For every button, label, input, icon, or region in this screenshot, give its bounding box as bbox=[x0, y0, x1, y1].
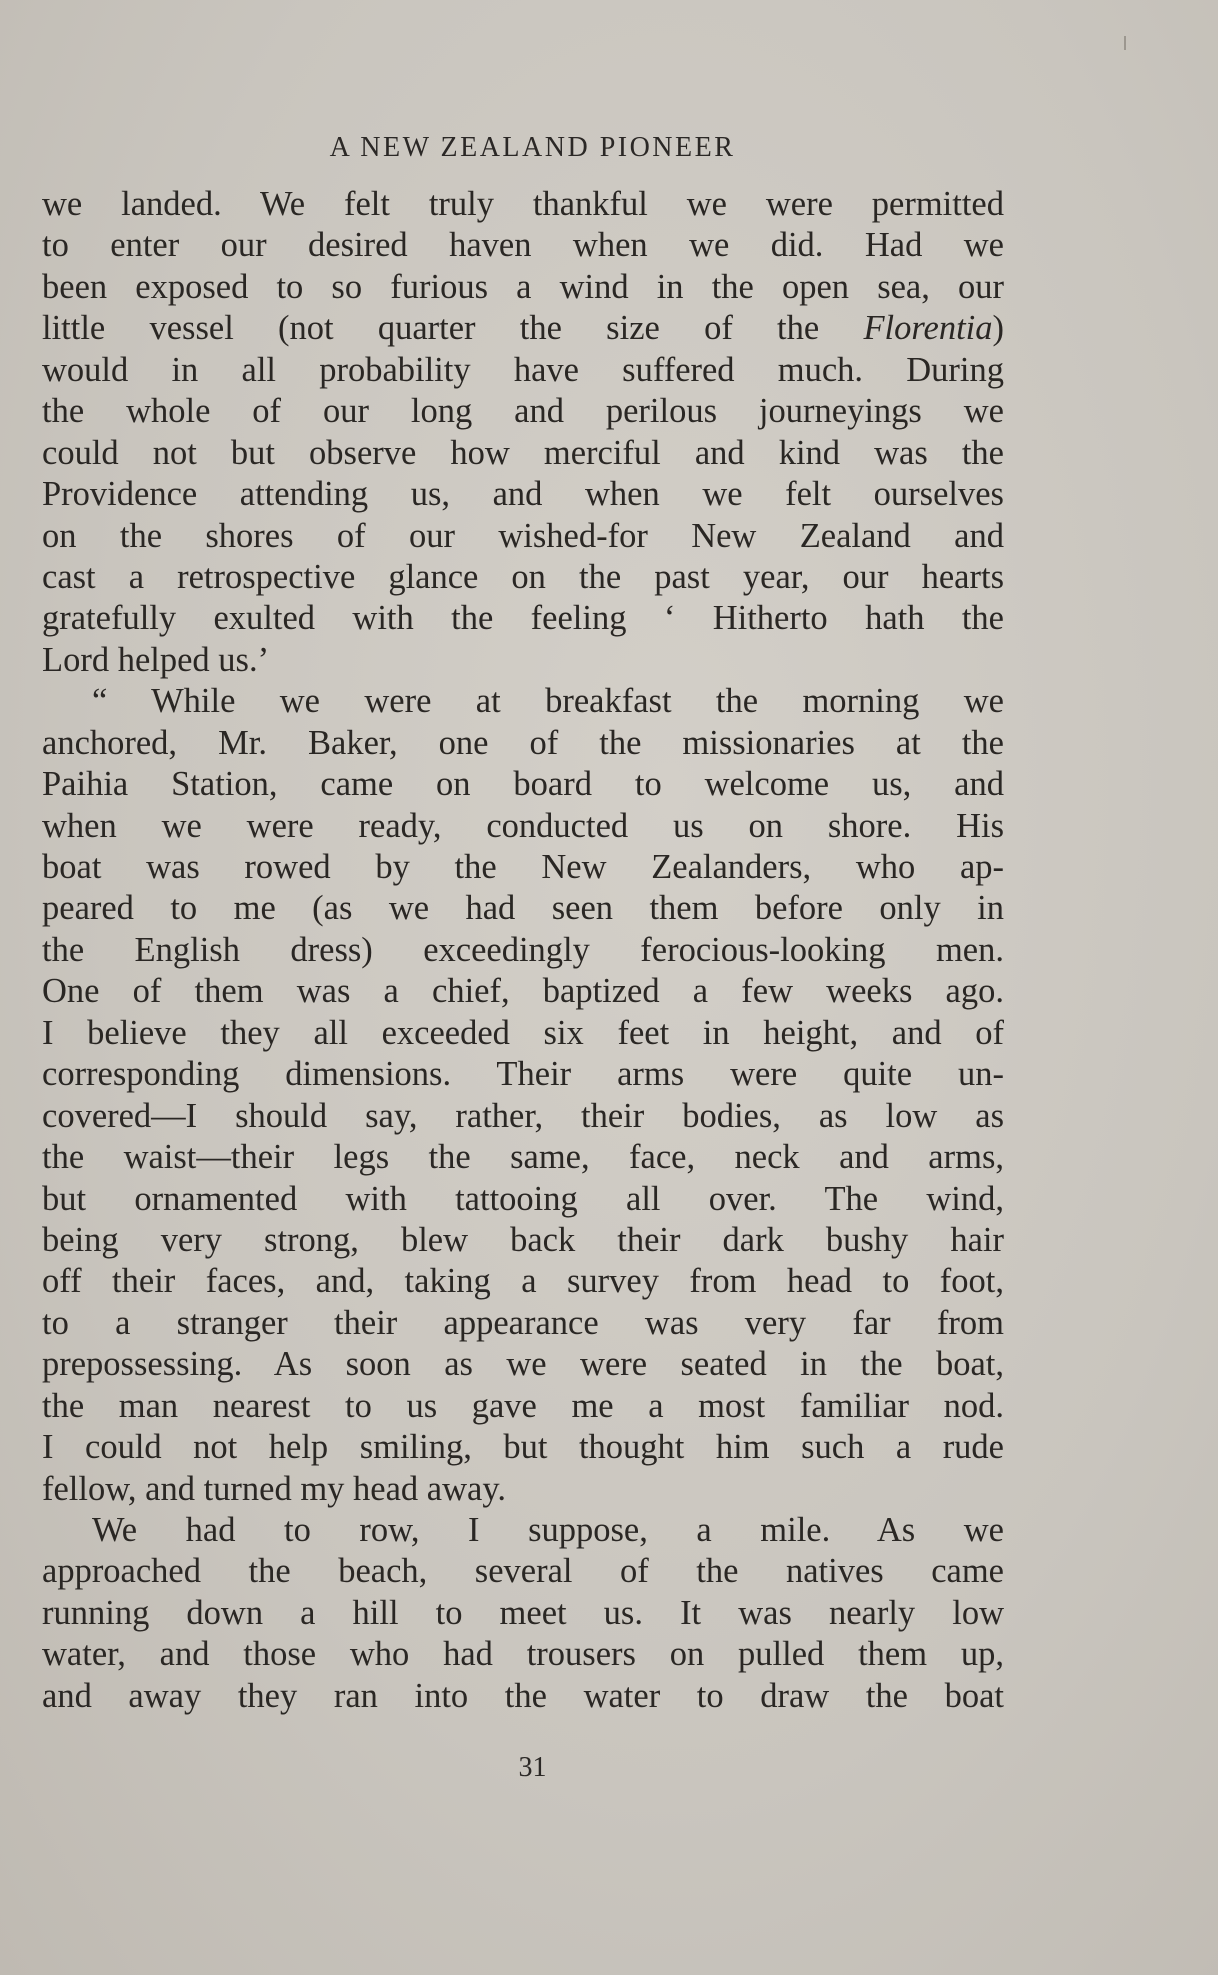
text-line-26: being very strong, blew back their dark bushy hair bbox=[42, 1220, 1004, 1259]
body-text bbox=[42, 184, 1004, 1717]
text-line-5: would in all probability have suffered much. During bbox=[42, 350, 1004, 389]
text-line-15: Paihia Station, came on board to welcome us, and bbox=[42, 765, 1004, 804]
text-line-28: to a stranger their appearance was very far from bbox=[42, 1303, 1004, 1342]
text-line-36: water, and those who had trousers on pulled them up, bbox=[42, 1635, 1004, 1674]
text-line-18: peared to me (as we had seen them before only in bbox=[42, 889, 1004, 928]
text-line-13: “ While we were at breakfast the morning we bbox=[92, 682, 1004, 721]
text-line-4 bbox=[42, 308, 1004, 349]
text-line-32: fellow, and turned my head away. bbox=[42, 1469, 506, 1508]
text-line-6: the whole of our long and perilous journeyings we bbox=[42, 392, 1004, 431]
text-line-20: One of them was a chief, baptized a few weeks ago. bbox=[42, 972, 1004, 1011]
text-line-4-start: little vessel (not quarter the size of the bbox=[42, 309, 864, 348]
text-line-7: could not but observe how merciful and kind was the bbox=[42, 433, 1004, 472]
text-line-16: when we were ready, conducted us on shore. His bbox=[42, 806, 1004, 845]
text-line-24: the waist—their legs the same, face, neck and arms, bbox=[42, 1138, 1004, 1177]
text-line-25: but ornamented with tattooing all over. The wind, bbox=[42, 1179, 1004, 1218]
text-line-2: to enter our desired haven when we did. Had we bbox=[42, 226, 1004, 265]
text-line-17: boat was rowed by the New Zealanders, who ap- bbox=[42, 848, 1004, 886]
text-line-8: Providence attending us, and when we felt ourselves bbox=[42, 475, 1004, 514]
page-speck bbox=[1124, 36, 1126, 50]
text-line-23: covered—I should say, rather, their bodies, as low as bbox=[42, 1096, 1004, 1135]
text-line-22: corresponding dimensions. Their arms were quite un- bbox=[42, 1055, 1004, 1094]
text-line-9: on the shores of our wished-for New Zealand and bbox=[42, 516, 1004, 555]
text-line-35: running down a hill to meet us. It was nearly low bbox=[42, 1593, 1004, 1632]
running-head: A NEW ZEALAND PIONEER bbox=[329, 132, 736, 163]
page-number: 31 bbox=[518, 1752, 547, 1783]
text-line-21: I believe they all exceeded six feet in height, and of bbox=[42, 1013, 1004, 1052]
text-line-3: been exposed to so furious a wind in the open sea, our bbox=[42, 267, 1004, 306]
text-line-14: anchored, Mr. Baker, one of the missionaries at the bbox=[42, 723, 1004, 762]
text-line-19: the English dress) exceedingly ferocious-looking men. bbox=[42, 930, 1004, 969]
text-line-34: approached the beach, several of the natives came bbox=[42, 1552, 1004, 1591]
ship-name: Florentia bbox=[863, 309, 993, 348]
text-line-31: I could not help smiling, but thought him such a rude bbox=[42, 1428, 1004, 1467]
text-line-27: off their faces, and, taking a survey from head to foot, bbox=[42, 1262, 1004, 1301]
text-line-10: cast a retrospective glance on the past year, our hearts bbox=[42, 557, 1004, 596]
text-line-1: we landed. We felt truly thankful we were permitted bbox=[42, 185, 1004, 223]
text-line-12: Lord helped us.’ bbox=[42, 640, 270, 679]
text-line-4-end: ) bbox=[992, 309, 1004, 348]
text-line-11: gratefully exulted with the feeling ‘ Hitherto hath the bbox=[42, 599, 1004, 638]
text-line-33: We had to row, I suppose, a mile. As we bbox=[92, 1511, 1004, 1549]
text-line-30: the man nearest to us gave me a most familiar nod. bbox=[42, 1386, 1004, 1425]
text-line-37: and away they ran into the water to draw the boat bbox=[42, 1676, 1004, 1715]
text-line-29: prepossessing. As soon as we were seated in the boat, bbox=[42, 1345, 1004, 1384]
